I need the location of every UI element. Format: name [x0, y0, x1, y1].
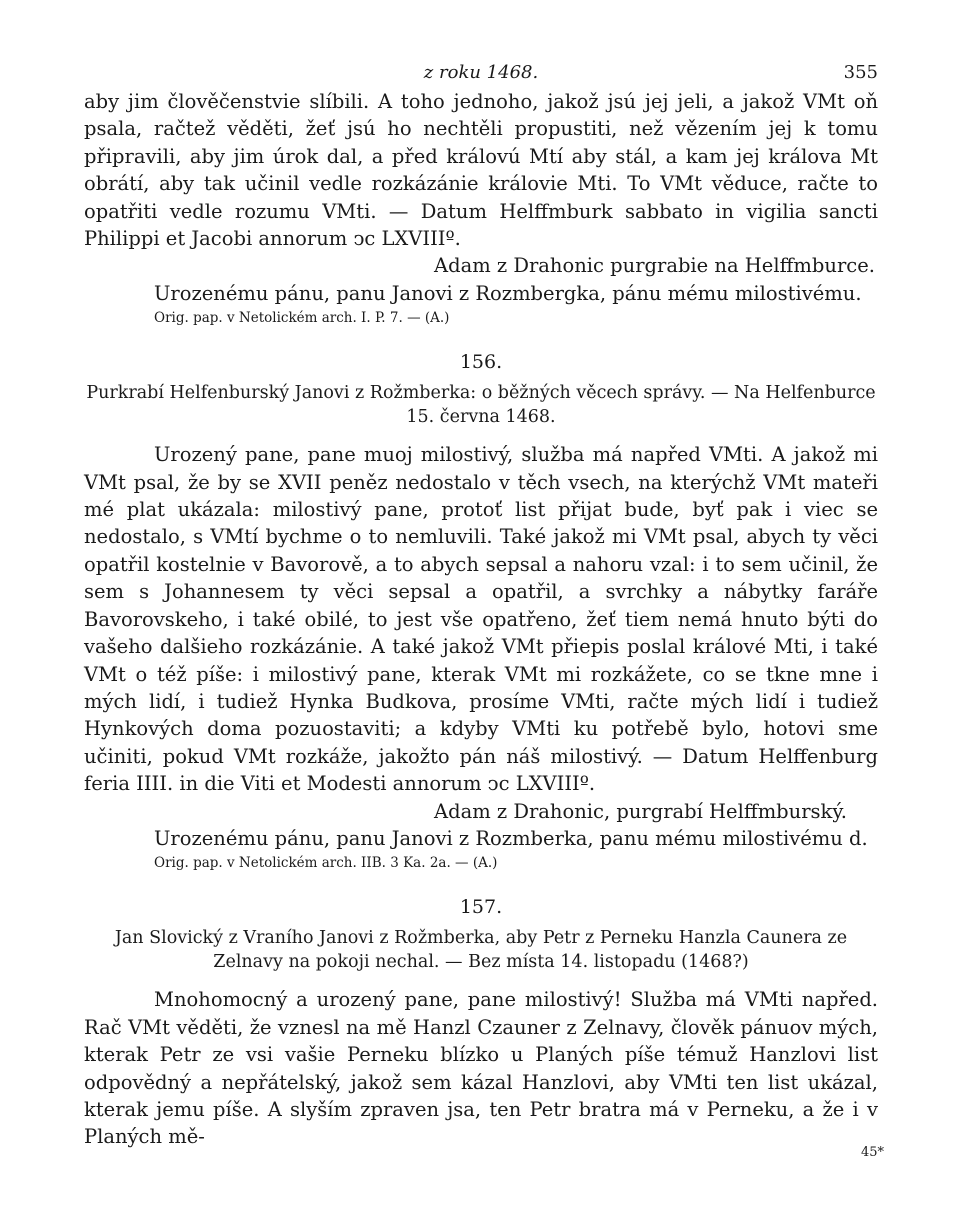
letter-number-156: 156. [459, 351, 503, 374]
intro-paragraph: aby jim člověčenstvie slíbili. A toho jednoho, jakož jsú jej jeli, a jakož VMt oň psala, račtež věděti, žeť jsú ho nechtěli propustiti, než vězením jej k tomu připravili, aby jim úrok dal, a před královú Mtí aby stál, a kam jej králova Mt obrátí, aby tak učinil vedle rozkázánie královie Mti. To VMt věduce, račte to opatřiti vedle rozumu VMti. — Datum Helffmburk sabbato in vigilia sancti Philippi et Jacobi annorum ↄc LXVIIIº. [84, 90, 878, 251]
intro-source-note: Orig. pap. v Netolickém arch. I. P. 7. — (A.) [154, 310, 450, 327]
letter-156-source-note: Orig. pap. v Netolickém arch. IIB. 3 Ka. 2a. — (A.) [154, 855, 498, 872]
letter-156-summary: Purkrabí Helfenburský Janovi z Rožmberka: o běžných věcech správy. — Na Helfenburce 15. června 1468. [86, 383, 876, 428]
page-number: 355 [843, 62, 878, 83]
letter-157-summary: Jan Slovický z Vraního Janovi z Rožmberka, aby Petr z Perneku Hanzla Caunera ze Zelnavy na pokoji nechal. — Bez místa 14. listopadu (1468?) [114, 928, 848, 973]
signature-mark: 45* [860, 1145, 884, 1160]
running-title: z roku 1468. [423, 62, 539, 83]
intro-address: Urozenému pánu, panu Janovi z Rozmbergka, pánu mému milostivému. [154, 281, 862, 305]
running-header [84, 58, 878, 88]
book-page [84, 58, 878, 1151]
letter-156-signature: Adam z Drahonic, purgrabí Helffmburský. [434, 799, 847, 823]
letter-156-body: Urozený pane, pane muoj milostivý, služba má napřed VMti. A jakož mi VMt psal, že by se XVII peněz nedostalo v těch vsech, na kterýchž VMt mateři mé plat ukázala: milostivý pane, protoť list přijat bude, byť pak i viec se nedostalo, s VMtí bychme o to nemluvili. Také jakož mi VMt psal, abych ty věci opatřil kostelnie v Bavorově, a to abych sepsal a nahoru vzal: i to sem učinil, že sem s Johannesem ty věci sepsal a opatřil, a svrchky a nábytky faráře Bavorovskeho, i také obilé, to jest vše opatřeno, žeť tiem nemá hnuto býti do vašeho dalšieho rozkázánie. A také jakož VMt přiepis poslal králové Mti, i také VMt o též píše: i milostivý pane, kterak VMt mi rozkážete, co se tkne mne i mých lidí, i tudiež Hynka Budkova, prosíme VMti, račte mých lidí i tudiež Hynkových doma pozuostaviti; a kdyby VMti ku potřebě bylo, hotovi sme učiniti, pokud VMt rozkáže, jakožto pán náš milostivý. — Datum Helffenburg feria IIII. in die Viti et Modesti annorum ↄc LXVIIIº. [84, 443, 878, 796]
letter-156-address: Urozenému pánu, panu Janovi z Rozmberka, panu mému milostivému d. [154, 826, 868, 850]
letter-number-157: 157. [459, 896, 503, 919]
intro-signature: Adam z Drahonic purgrabie na Helffmburce. [434, 254, 875, 278]
letter-157-body: Mnohomocný a urozený pane, pane milostivý! Služba má VMti napřed. Rač VMt věděti, že vznesl na mě Hanzl Czauner z Zelnavy, člověk pánuov mých, kterak Petr ze vsi vašie Perneku blízko u Planých píše témuž Hanzlovi list odpovědný a nepřátelský, jakož sem kázal Hanzlovi, aby VMti ten list ukázal, kterak jemu píše. A slyším zpraven jsa, ten Petr bratra má v Perneku, a že i v Planých mě- [84, 988, 878, 1149]
